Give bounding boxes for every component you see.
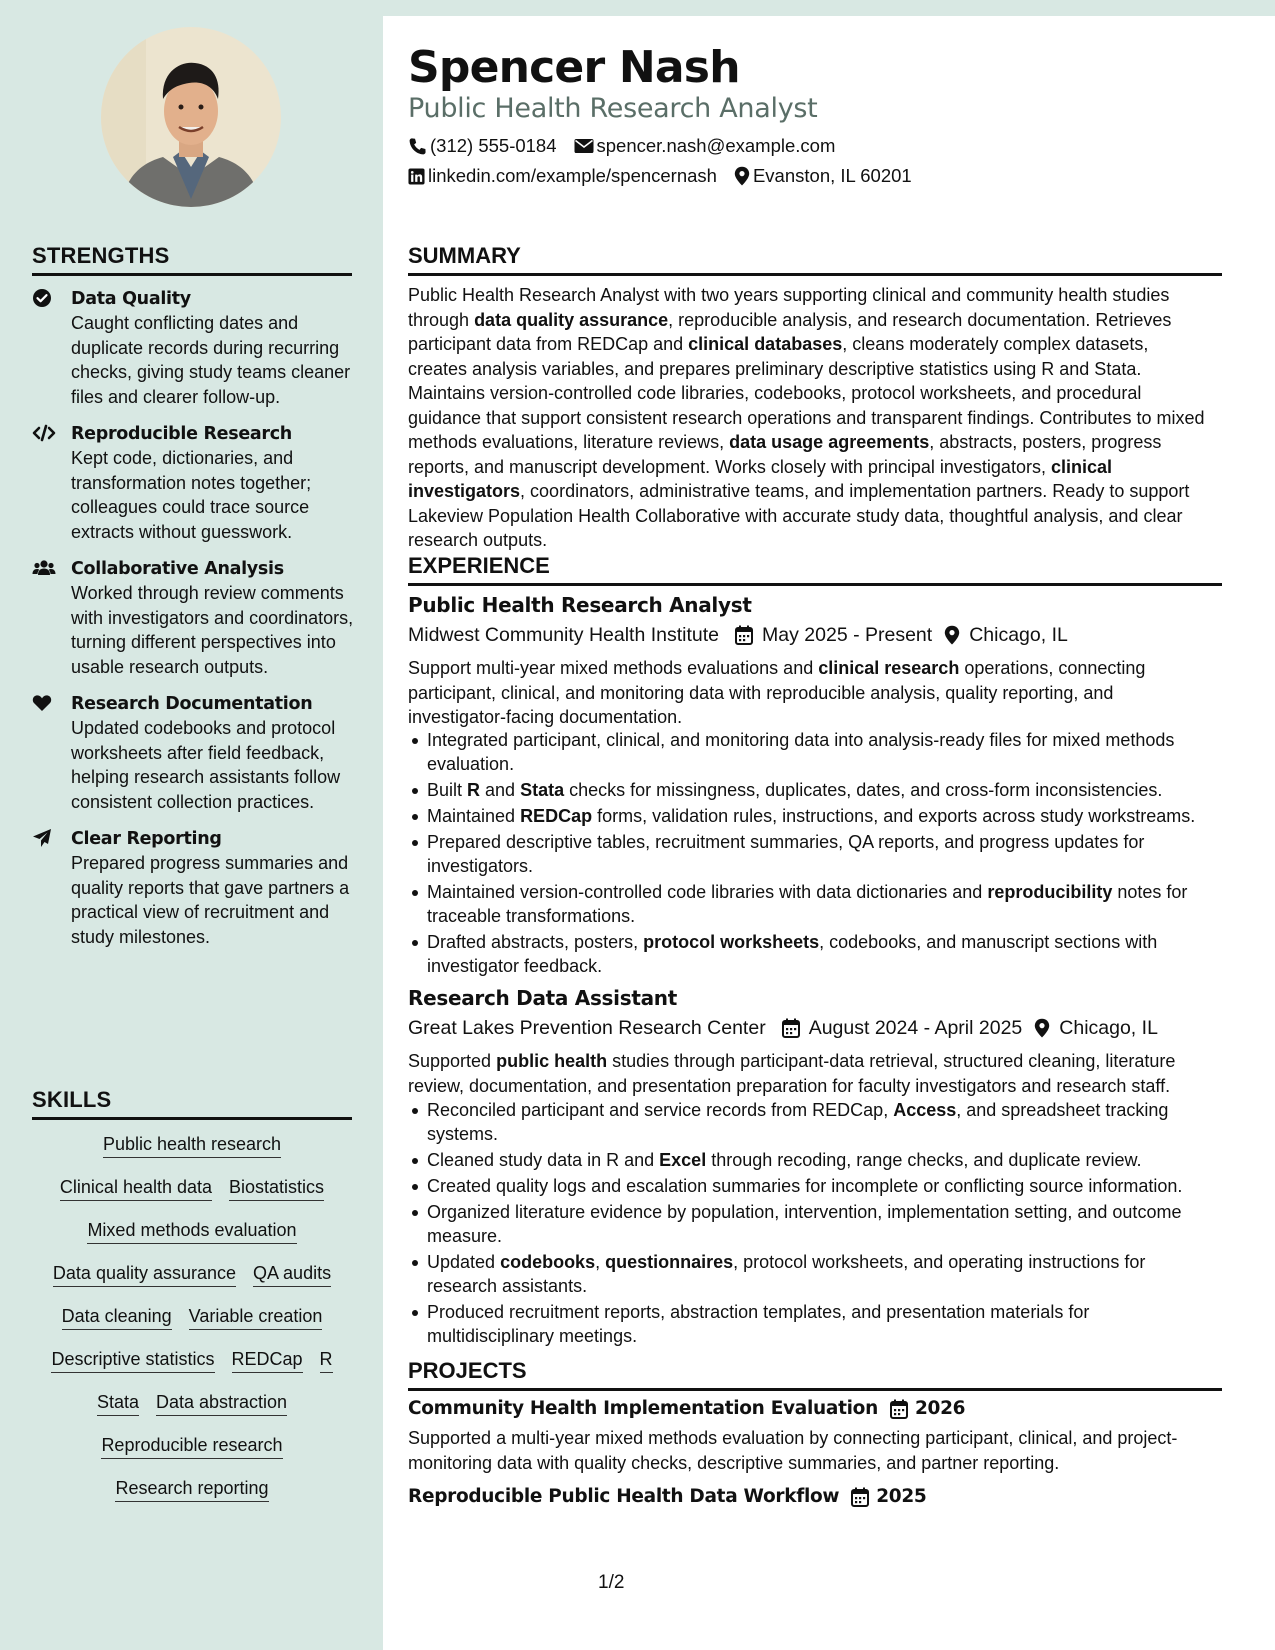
email-text: spencer.nash@example.com <box>596 135 836 156</box>
strength-description: Worked through review comments with investigators and coordinators, turning different perspectives into usable research outputs. <box>71 583 354 677</box>
emphasis-text: Access <box>893 1100 957 1120</box>
bullet-item: Prepared descriptive tables, recruitment summaries, QA reports, and progress updates for investigators. <box>408 830 1208 878</box>
check-circle-icon <box>32 288 56 308</box>
skill-chip: Data quality assurance <box>53 1261 236 1287</box>
phone-icon <box>408 137 427 156</box>
strength-description: Kept code, dictionaries, and transformation notes together; colleagues could trace source extracts without guesswork. <box>71 448 312 542</box>
strength-item <box>32 557 357 679</box>
job-dates-text: August 2024 - April 2025 <box>808 1017 1023 1039</box>
strength-item <box>32 692 357 814</box>
job-intro: Supported public health studies through participant-data retrieval, structured cleaning, literature review, documentation, and presentation preparation for faculty investigators and research staff. <box>408 1051 1176 1096</box>
skill-chip: Research reporting <box>115 1476 268 1502</box>
strength-title: Data Quality <box>71 289 191 309</box>
strengths-heading: STRENGTHS <box>32 243 352 276</box>
page-number: 1/2 <box>598 1572 625 1593</box>
skill-chip: REDCap <box>232 1347 303 1373</box>
project-description: Supported a multi-year mixed methods evaluation by connecting participant, clinical, and project-monitoring data with quality checks, descriptive summaries, and partner reporting. <box>408 1428 1178 1473</box>
emphasis-text: clinical research <box>818 658 960 678</box>
emphasis-text: REDCap <box>520 806 593 826</box>
skill-chip: Reproducible research <box>101 1433 282 1459</box>
main-content <box>383 16 1275 1650</box>
heart-icon <box>32 693 56 713</box>
summary-heading: SUMMARY <box>408 243 1222 276</box>
skill-chip: Stata <box>97 1390 139 1416</box>
project-title <box>408 1485 927 1509</box>
emphasis-text: Excel <box>659 1150 707 1170</box>
bullet-item: Created quality logs and escalation summaries for incomplete or conflicting source information. <box>408 1174 1208 1198</box>
emphasis-text: clinical databases <box>688 334 843 354</box>
contact-row-2 <box>408 164 929 188</box>
emphasis-text: codebooks <box>500 1252 596 1272</box>
strength-title: Reproducible Research <box>71 424 292 444</box>
map-pin-icon <box>734 166 750 186</box>
skill-chip: QA audits <box>253 1261 331 1287</box>
skill-chip: Mixed methods evaluation <box>87 1218 296 1244</box>
candidate-title: Public Health Research Analyst <box>408 93 818 124</box>
project-title <box>408 1397 965 1421</box>
bullet-item: Built R and Stata checks for missingness, duplicates, dates, and cross-form inconsistencies. <box>408 778 1208 802</box>
strength-title: Clear Reporting <box>71 829 222 849</box>
job-location-text: Chicago, IL <box>969 624 1068 646</box>
paper-plane-icon <box>32 828 56 848</box>
project-year: 2026 <box>914 1398 966 1419</box>
skill-chip: Descriptive statistics <box>51 1347 214 1373</box>
project-name: Reproducible Public Health Data Workflow <box>408 1486 840 1507</box>
bullet-item: Updated codebooks, questionnaires, protocol worksheets, and operating instructions for research assistants. <box>408 1250 1208 1298</box>
job-organization: Midwest Community Health Institute <box>408 624 720 646</box>
strength-description: Prepared progress summaries and quality reports that gave partners a practical view of recruitment and study milestones. <box>71 853 350 947</box>
contact-row-1 <box>408 134 852 158</box>
projects-heading: PROJECTS <box>408 1358 1222 1391</box>
job-bullets <box>408 1098 1208 1350</box>
job-meta <box>408 622 1080 648</box>
job-dates-text: May 2025 - Present <box>762 624 933 646</box>
bullet-item: Integrated participant, clinical, and monitoring data into analysis-ready files for mixed methods evaluation. <box>408 728 1208 776</box>
code-icon <box>32 423 56 443</box>
bullet-item: Produced recruitment reports, abstraction templates, and presentation materials for multidisciplinary meetings. <box>408 1300 1208 1348</box>
strengths-list <box>32 287 357 962</box>
calendar-icon <box>735 625 753 645</box>
emphasis-text: public health <box>496 1051 608 1071</box>
skill-chip: Biostatistics <box>229 1175 324 1201</box>
project-name: Community Health Implementation Evaluation <box>408 1398 878 1419</box>
map-pin-icon <box>944 625 960 645</box>
job-location <box>944 622 1068 648</box>
strength-item <box>32 422 357 544</box>
linkedin-text: linkedin.com/example/spencernash <box>428 165 717 186</box>
calendar-icon <box>782 1018 800 1038</box>
linkedin-contact[interactable] <box>408 164 717 188</box>
candidate-name: Spencer Nash <box>408 42 740 93</box>
job-intro: Support multi-year mixed methods evaluations and clinical research operations, connecting participant, clinical, and monitoring data with reproducible analysis, quality reporting, and investigator-facing documentation. <box>408 658 1146 727</box>
job-title: Research Data Assistant <box>408 986 677 1010</box>
job-organization: Great Lakes Prevention Research Center <box>408 1017 766 1039</box>
sidebar <box>0 0 383 1650</box>
job-bullets <box>408 728 1208 980</box>
bullet-item: Maintained REDCap forms, validation rules, instructions, and exports across study workstreams. <box>408 804 1208 828</box>
job-location <box>1034 1015 1158 1041</box>
location-text: Evanston, IL 60201 <box>752 165 912 186</box>
strength-title: Research Documentation <box>71 694 313 714</box>
emphasis-text: Stata <box>520 780 565 800</box>
phone-text: (312) 555-0184 <box>430 135 557 156</box>
map-pin-icon <box>1034 1018 1050 1038</box>
skill-chip: Public health research <box>103 1132 281 1158</box>
job-dates <box>735 622 932 648</box>
bullet-item: Cleaned study data in R and Excel through recoding, range checks, and duplicate review. <box>408 1148 1208 1172</box>
summary-text: Public Health Research Analyst with two years supporting clinical and community health studies through data quality assurance, reproducible analysis, and research documentation. Retrieves participant data from REDCap and clinical databases, cleans moderately complex datasets, creates analysis variables, and prepares preliminary descriptive statistics using R and Stata. Maintains version-controlled code libraries, codebooks, protocol worksheets, and procedural guidance that support consistent research operations and transparent findings. Contributes to mixed methods evaluations, literature reviews, data usage agreements, abstracts, posters, progress reports, and manuscript development. Works closely with principal investigators, clinical investigators, coordinators, administrative teams, and implementation partners. Ready to support Lakeview Population Health Collaborative with accurate study data, thoughtful analysis, and clear research outputs. <box>408 285 1205 550</box>
job-title: Public Health Research Analyst <box>408 593 752 617</box>
skills-list <box>32 1132 352 1502</box>
skill-chip: Variable creation <box>189 1304 323 1330</box>
experience-heading: EXPERIENCE <box>408 553 1222 586</box>
profile-photo <box>101 27 281 207</box>
emphasis-text: R <box>467 780 481 800</box>
bullet-item: Reconciled participant and service records from REDCap, Access, and spreadsheet tracking systems. <box>408 1098 1208 1146</box>
skills-heading: SKILLS <box>32 1087 352 1120</box>
emphasis-text: reproducibility <box>987 882 1113 902</box>
emphasis-text: clinical investigators <box>408 456 1112 501</box>
strength-description: Updated codebooks and protocol worksheets after field feedback, helping research assistants follow consistent collection practices. <box>71 718 341 812</box>
strength-description: Caught conflicting dates and duplicate records during recurring checks, giving study teams cleaner files and clearer follow-up. <box>71 313 351 407</box>
job-location-text: Chicago, IL <box>1059 1017 1158 1039</box>
emphasis-text: data quality assurance <box>474 309 669 330</box>
skill-chip: Data abstraction <box>156 1390 287 1416</box>
skill-chip: Clinical health data <box>60 1175 212 1201</box>
phone-contact[interactable] <box>408 134 557 158</box>
calendar-icon <box>851 1487 869 1507</box>
strength-item <box>32 287 357 409</box>
skill-chip: Data cleaning <box>62 1304 172 1330</box>
emphasis-text: data usage agreements <box>729 432 930 452</box>
strength-item <box>32 827 357 949</box>
linkedin-icon <box>408 168 425 185</box>
strength-title: Collaborative Analysis <box>71 559 284 579</box>
bullet-item: Maintained version-controlled code libraries with data dictionaries and reproducibility notes for traceable transformations. <box>408 880 1208 928</box>
job-meta <box>408 1015 1170 1041</box>
bullet-item: Drafted abstracts, posters, protocol worksheets, codebooks, and manuscript sections with investigator feedback. <box>408 930 1208 978</box>
emphasis-text: protocol worksheets <box>643 932 820 952</box>
calendar-icon <box>890 1399 908 1419</box>
project-year: 2025 <box>876 1486 927 1507</box>
envelope-icon <box>574 138 594 154</box>
users-icon <box>32 558 56 578</box>
job-dates <box>782 1015 1023 1041</box>
location-contact <box>734 164 912 188</box>
skill-chip: R <box>320 1347 333 1373</box>
bullet-item: Organized literature evidence by population, intervention, implementation setting, and outcome measure. <box>408 1200 1208 1248</box>
email-contact[interactable] <box>574 134 836 158</box>
emphasis-text: questionnaires <box>605 1252 734 1272</box>
